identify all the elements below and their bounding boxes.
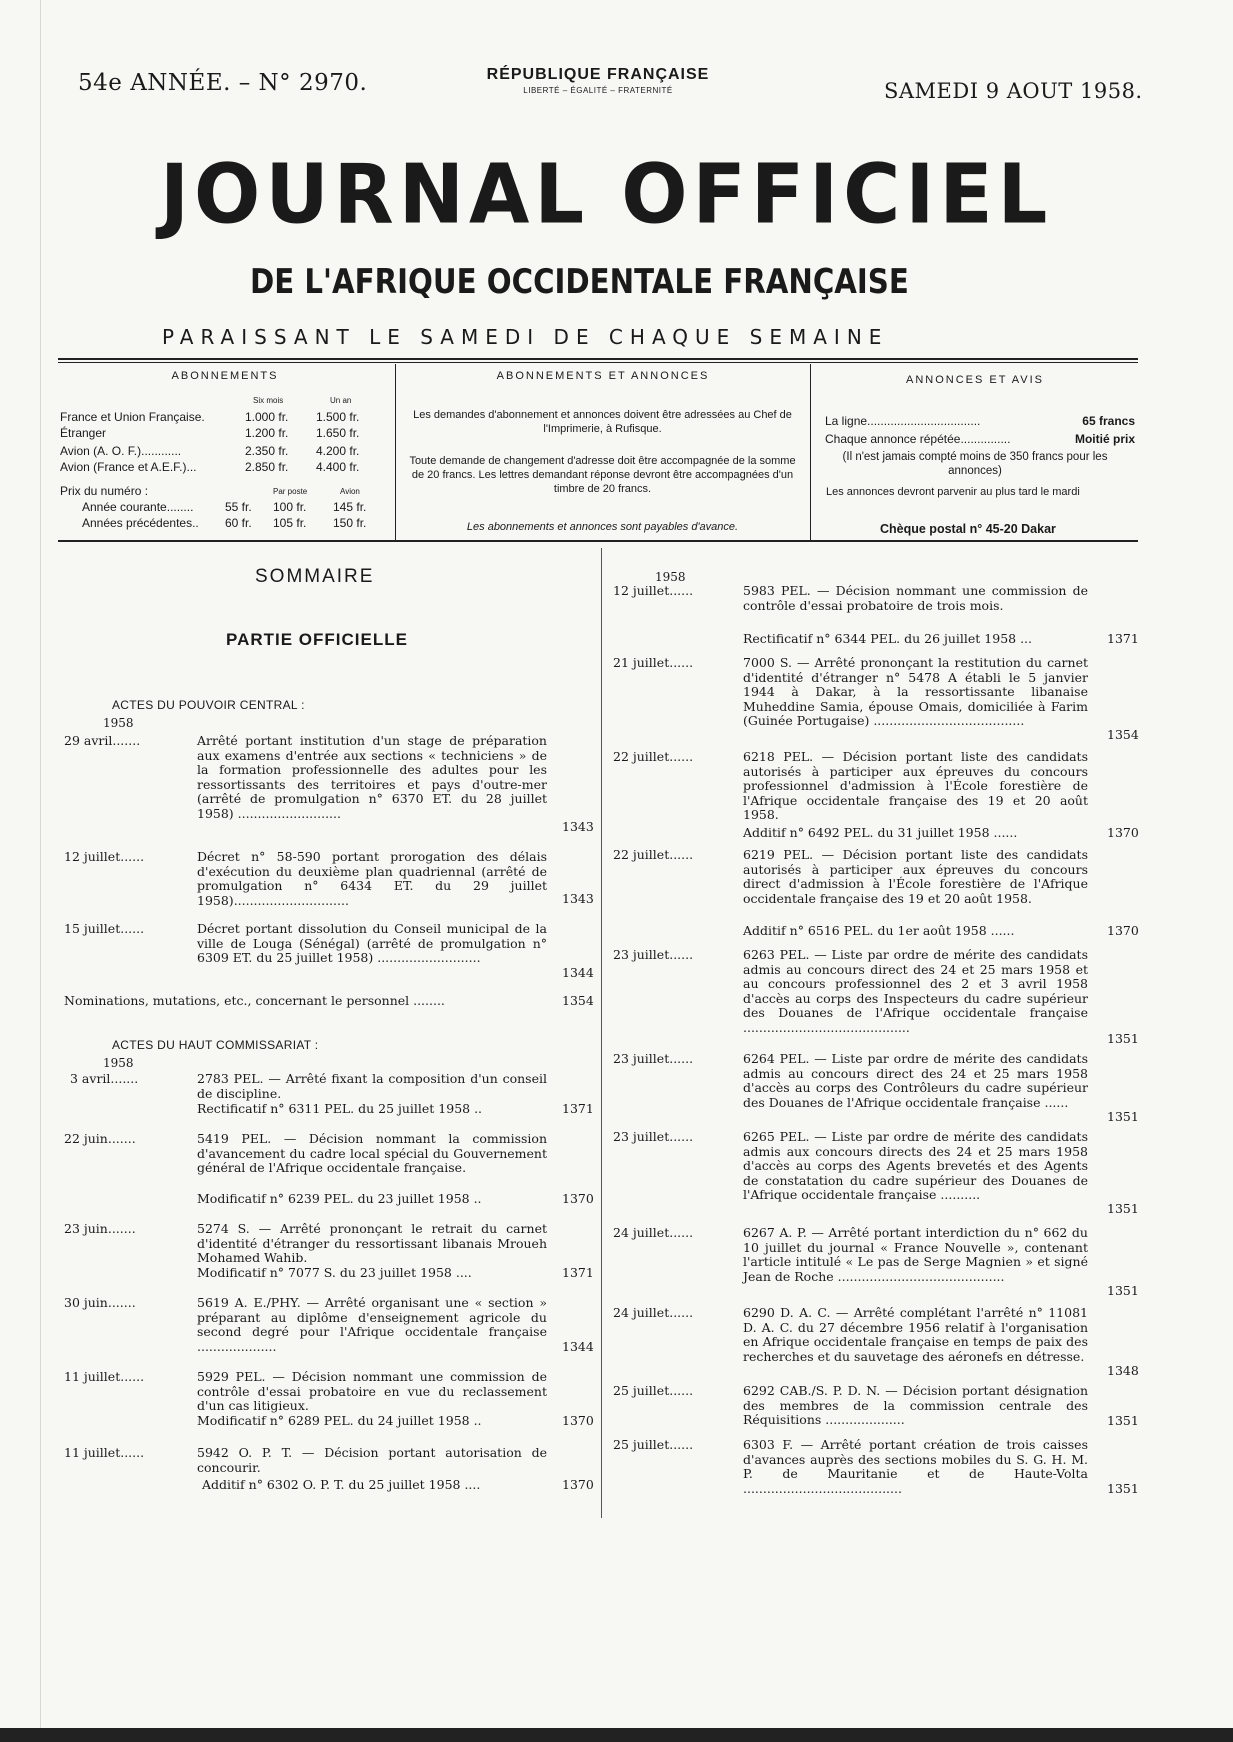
abonnements-annonces-heading: ABONNEMENTS ET ANNONCES — [496, 370, 710, 382]
ligne-row — [825, 414, 1135, 428]
entry-text: 6219 PEL. — Décision portant liste des candidats autorisés à participer aux épreuves du concours direct d'admission à l'École forestière de l'Afrique occidentale française des 19 et 20 août 1958. — [743, 847, 1088, 906]
repetee-row — [825, 432, 1135, 446]
year-label: 1958 — [103, 716, 134, 730]
box-divider-1 — [395, 364, 396, 540]
list-item — [64, 850, 594, 910]
list-item — [64, 1222, 594, 1282]
abonnement-an: 4.400 fr. — [316, 460, 360, 474]
abonnement-six: 2.350 fr. — [245, 444, 289, 458]
entry-date: 25 juillet...... — [613, 1383, 694, 1398]
top-rule-thin — [58, 362, 1138, 363]
entry-page: 1370 — [1107, 825, 1139, 840]
abonnements-col-headers — [60, 396, 390, 408]
entry-text: Décret n° 58-590 portant prorogation des délais d'exécution du deuxième plan quadriennal (arrêté de promulgation n° 6434 ET. du 29 juillet 1958)............................. — [197, 849, 547, 908]
section-pouvoir-central: ACTES DU POUVOIR CENTRAL : — [112, 698, 305, 712]
entry-text: 5983 PEL. — Décision nommant une commission de contrôle d'essai probatoire de trois mois. — [743, 583, 1088, 613]
journal-title: JOURNAL OFFICIEL — [160, 148, 1053, 243]
entry-text: 5619 A. E./PHY. — Arrêté organisant une « section » préparant au diplôme d'enseignement agricole du second degré pour l'Afrique occidentale française .................... — [197, 1295, 547, 1354]
entry-text: Décret portant dissolution du Conseil municipal de la ville de Louga (Sénégal) (arrêté de promulgation n° 6309 ET. du 25 juillet 1958) .......................... — [197, 921, 547, 966]
page-fold-line — [40, 0, 41, 1742]
prix-row-label: Année courante........ — [82, 500, 194, 514]
journal-subtitle: DE L'AFRIQUE OCCIDENTALE FRANÇAISE — [250, 262, 909, 302]
entry-date: 23 juillet...... — [613, 1051, 694, 1066]
cheque-postal: Chèque postal n° 45-20 Dakar — [880, 522, 1056, 536]
annonces-paragraph-1: Les demandes d'abonnement et annonces doivent être adressées au Chef de l'Imprimerie, à Rufisque. — [413, 409, 792, 435]
entry-date: 23 juillet...... — [613, 1129, 694, 1144]
entry-extra: Modificatif n° 7077 S. du 23 juillet 1958 .... — [197, 1265, 472, 1280]
entry-text: 6263 PEL. — Liste par ordre de mérite des candidats admis au concours direct des 24 et 25 mars 1958 et au concours professionnel des 2 et 3 avril 1958 d'accès au corps des Inspecteurs du cadre supérieur des Douanes de l'Afrique occidentale française .......................................... — [743, 947, 1088, 1035]
entry-date: 22 juin....... — [64, 1131, 136, 1146]
abonnement-six: 1.200 fr. — [245, 426, 289, 440]
republic-label: RÉPUBLIQUE FRANÇAISE — [486, 66, 710, 83]
entry-date: 23 juillet...... — [613, 947, 694, 962]
year-label: 1958 — [655, 570, 686, 584]
entry-date: 12 juillet...... — [613, 583, 694, 598]
entry-extra: Additif n° 6492 PEL. du 31 juillet 1958 ...... — [743, 825, 1018, 840]
issue-number: 54e ANNÉE. – N° 2970. — [78, 70, 368, 96]
repetee-value: Moitié prix — [1074, 432, 1135, 446]
entry-text: 5929 PEL. — Décision nommant une commission de contrôle d'essai probatoire en vue du reclassement d'un cas litigieux. — [197, 1369, 547, 1414]
entry-page: 1351 — [1107, 1413, 1139, 1428]
republic-block — [448, 66, 748, 95]
entry-page: 1351 — [1107, 1201, 1139, 1216]
list-item — [64, 1072, 594, 1118]
partie-officielle-title: PARTIE OFFICIELLE — [226, 630, 408, 649]
abonnement-label: Avion (France et A.E.F.)... — [60, 460, 197, 474]
nominations-item — [64, 994, 594, 1010]
prix-avion: 145 fr. — [333, 500, 367, 514]
entry-extra: Rectificatif n° 6344 PEL. du 26 juillet 1958 ... — [743, 631, 1033, 646]
entry-page: 1371 — [1107, 631, 1139, 646]
entry-page: 1370 — [562, 1191, 594, 1206]
entry-text: 6264 PEL. — Liste par ordre de mérite des candidats admis au concours direct des 24 et 25 mars 1958 d'accès au corps des Contrôleurs du cadre supérieur des Douanes de l'Afrique occidentale française ...... — [743, 1051, 1088, 1110]
entry-text: 5419 PEL. — Décision nommant la commission d'avancement du cadre local spécial du Gouvernement général de l'Afrique occidentale française. — [197, 1131, 547, 1176]
entry-extra: Additif n° 6302 O. P. T. du 25 juillet 1958 .... — [202, 1477, 481, 1492]
list-item — [613, 750, 1143, 840]
list-item — [64, 1296, 594, 1354]
entry-date: 11 juillet...... — [64, 1369, 145, 1384]
abonnement-six: 1.000 fr. — [245, 410, 289, 424]
entry-page: 1351 — [1107, 1031, 1139, 1046]
list-item — [613, 1226, 1143, 1296]
column-divider — [601, 548, 602, 1518]
entry-text: 6265 PEL. — Liste par ordre de mérite des candidats admis aux concours directs des 24 et 25 mars 1958 d'accès au corps des Agents brevetés et des Agents de constatation du cadre supérieur des Douanes de l'Afrique occidentale française .......... — [743, 1129, 1088, 1203]
annonces-paragraph-3: Les abonnements et annonces sont payables d'avance. — [466, 521, 739, 533]
prix-base: 60 fr. — [225, 516, 252, 530]
prix-poste: 105 fr. — [273, 516, 307, 530]
entry-page: 1351 — [1107, 1481, 1139, 1496]
abonnement-label: Étranger — [60, 426, 107, 440]
list-item — [613, 584, 1143, 644]
issue-date: SAMEDI 9 AOUT 1958. — [884, 79, 1143, 103]
list-item — [613, 656, 1143, 740]
abonnements-heading: ABONNEMENTS — [171, 370, 279, 382]
abonnement-six: 2.850 fr. — [245, 460, 289, 474]
list-item — [613, 1130, 1143, 1216]
entry-text: 2783 PEL. — Arrêté fixant la composition d'un conseil de discipline. — [197, 1071, 547, 1101]
entry-extra: Rectificatif n° 6311 PEL. du 25 juillet 1958 .. — [197, 1101, 483, 1116]
entry-page: 1351 — [1107, 1283, 1139, 1298]
entry-page: 1343 — [562, 891, 594, 906]
entry-page: 1370 — [562, 1477, 594, 1492]
entry-extra: Additif n° 6516 PEL. du 1er août 1958 ...... — [743, 923, 1015, 938]
list-item — [64, 1132, 594, 1208]
abonnement-an: 1.500 fr. — [316, 410, 360, 424]
list-item — [613, 1052, 1143, 1122]
entry-date: 22 juillet...... — [613, 749, 694, 764]
entry-page: 1371 — [562, 1265, 594, 1280]
sommaire-title: SOMMAIRE — [255, 566, 375, 587]
list-item — [64, 734, 594, 834]
motto-label: LIBERTÉ – ÉGALITÉ – FRATERNITÉ — [523, 86, 673, 95]
entry-date: 22 juillet...... — [613, 847, 694, 862]
entry-date: 12 juillet...... — [64, 849, 145, 864]
list-item — [613, 1438, 1143, 1498]
entry-date: 21 juillet...... — [613, 655, 694, 670]
entry-date: 23 juin....... — [64, 1221, 136, 1236]
abonnement-label: France et Union Française. — [60, 410, 205, 424]
entry-extra: Modificatif n° 6289 PEL. du 24 juillet 1958 .. — [197, 1413, 482, 1428]
abonnement-label: Avion (A. O. F.)............ — [60, 444, 182, 458]
scan-bottom-edge — [0, 1728, 1233, 1742]
ligne-label: La ligne.................................. — [825, 414, 981, 428]
entry-date: 29 avril....... — [64, 733, 141, 748]
prix-label: Prix du numéro : — [60, 484, 149, 498]
entry-text: Arrêté portant institution d'un stage de préparation aux examens d'entrée aux sections « techniciens » de la formation professionnelle des adultes pour les ressortissants des territoires et pays d'outre-mer (arrêté de promulgation n° 6370 ET. du 28 juillet 1958) .......................... — [197, 733, 547, 821]
entry-page: 1344 — [562, 965, 594, 980]
annonces-note: (Il n'est jamais compté moins de 350 francs pour les annonces) — [842, 451, 1108, 477]
entry-date: 15 juillet...... — [64, 921, 145, 936]
nominations-page: 1354 — [562, 993, 594, 1008]
entry-text: 6218 PEL. — Décision portant liste des candidats autorisés à participer aux épreuves du concours professionnel d'admission à l'École forestière de l'Afrique occidentale française des 19 et 20 août 1958. — [743, 749, 1088, 823]
entry-page: 1343 — [562, 819, 594, 834]
entry-page: 1370 — [1107, 923, 1139, 938]
annonces-delai: Les annonces devront parvenir au plus tard le mardi — [826, 486, 1080, 498]
entry-date: 30 juin....... — [64, 1295, 136, 1310]
col-un-an: Un an — [330, 396, 352, 405]
year-label: 1958 — [103, 1056, 134, 1070]
entry-page: 1370 — [562, 1413, 594, 1428]
prix-avion: 150 fr. — [333, 516, 367, 530]
entry-text: 6292 CAB./S. P. D. N. — Décision portant désignation des membres de la commission centrale des Réquisitions .................... — [743, 1383, 1088, 1428]
annonces-avis-heading: ANNONCES ET AVIS — [906, 374, 1044, 386]
entry-date: 25 juillet...... — [613, 1437, 694, 1452]
entry-date: 24 juillet...... — [613, 1225, 694, 1240]
entry-page: 1354 — [1107, 727, 1139, 742]
top-rule — [58, 358, 1138, 360]
entry-date: 11 juillet...... — [64, 1445, 145, 1460]
entry-page: 1348 — [1107, 1363, 1139, 1378]
annonces-paragraph-2: Toute demande de changement d'adresse doit être accompagnée de la somme de 20 francs. Les lettres demandant réponse devront être accompagnées d'un timbre de 20 francs. — [409, 455, 796, 495]
list-item — [613, 1306, 1143, 1378]
nominations-text: Nominations, mutations, etc., concernant le personnel ........ — [64, 993, 445, 1008]
prix-base: 55 fr. — [225, 500, 252, 514]
entry-date: 3 avril....... — [70, 1071, 139, 1086]
list-item — [613, 847, 1143, 938]
list-item — [64, 1370, 594, 1430]
list-item — [64, 1446, 594, 1494]
entry-page: 1344 — [562, 1339, 594, 1354]
box-divider-2 — [810, 364, 811, 540]
entry-date: 24 juillet...... — [613, 1305, 694, 1320]
bottom-box-rule — [58, 540, 1138, 542]
entry-text: 5274 S. — Arrêté prononçant le retrait du carnet d'identité d'étranger du ressortissant libanais Mroueh Mohamed Wahib. — [197, 1221, 547, 1266]
entry-extra: Modificatif n° 6239 PEL. du 23 juillet 1958 .. — [197, 1191, 482, 1206]
journal-tagline: PARAISSANT LE SAMEDI DE CHAQUE SEMAINE — [162, 325, 889, 349]
entry-page: 1371 — [562, 1101, 594, 1116]
list-item — [613, 1384, 1143, 1430]
prix-poste: 100 fr. — [273, 500, 307, 514]
entry-text: 5942 O. P. T. — Décision portant autorisation de concourir. — [197, 1445, 547, 1475]
abonnement-an: 4.200 fr. — [316, 444, 360, 458]
entry-page: 1351 — [1107, 1109, 1139, 1124]
section-haut-commissariat: ACTES DU HAUT COMMISSARIAT : — [112, 1038, 319, 1052]
ligne-value: 65 francs — [1082, 414, 1135, 428]
prix-row-label: Années précédentes.. — [82, 516, 199, 530]
list-item — [613, 948, 1143, 1048]
entry-text: 6303 F. — Arrêté portant création de trois caisses d'avances auprès des sections mobiles du S. G. H. M. P. de Mauritanie et de Haute-Volta ........................................ — [743, 1437, 1088, 1496]
col-avion: Avion — [340, 487, 360, 496]
entry-text: 6290 D. A. C. — Arrêté complétant l'arrêté n° 11081 D. A. C. du 27 décembre 1956 relatif à l'organisation en Afrique occidentale française en temps de paix des recherches et du sauvetage des aéronefs en détresse. — [743, 1305, 1088, 1364]
entry-text: 7000 S. — Arrêté prononçant la restitution du carnet d'identité d'étranger n° 5478 A établi le 5 janvier 1944 à Dakar, à la ressortissante libanaise Muheddine Samia, épouse Omais, domiciliée à Farim (Guinée Portugaise) ...................................... — [743, 655, 1088, 729]
repetee-label: Chaque annonce répétée............... — [825, 432, 1011, 446]
abonnement-an: 1.650 fr. — [316, 426, 360, 440]
col-six-mois: Six mois — [253, 396, 284, 405]
list-item — [64, 922, 594, 982]
entry-text: 6267 A. P. — Arrêté portant interdiction du n° 662 du 10 juillet du journal « France Nouvelle », contenant l'article intitulé « Le pas de Serge Magnien » et signé Jean de Roche .......................................... — [743, 1225, 1088, 1284]
col-par-poste: Par poste — [273, 487, 308, 496]
